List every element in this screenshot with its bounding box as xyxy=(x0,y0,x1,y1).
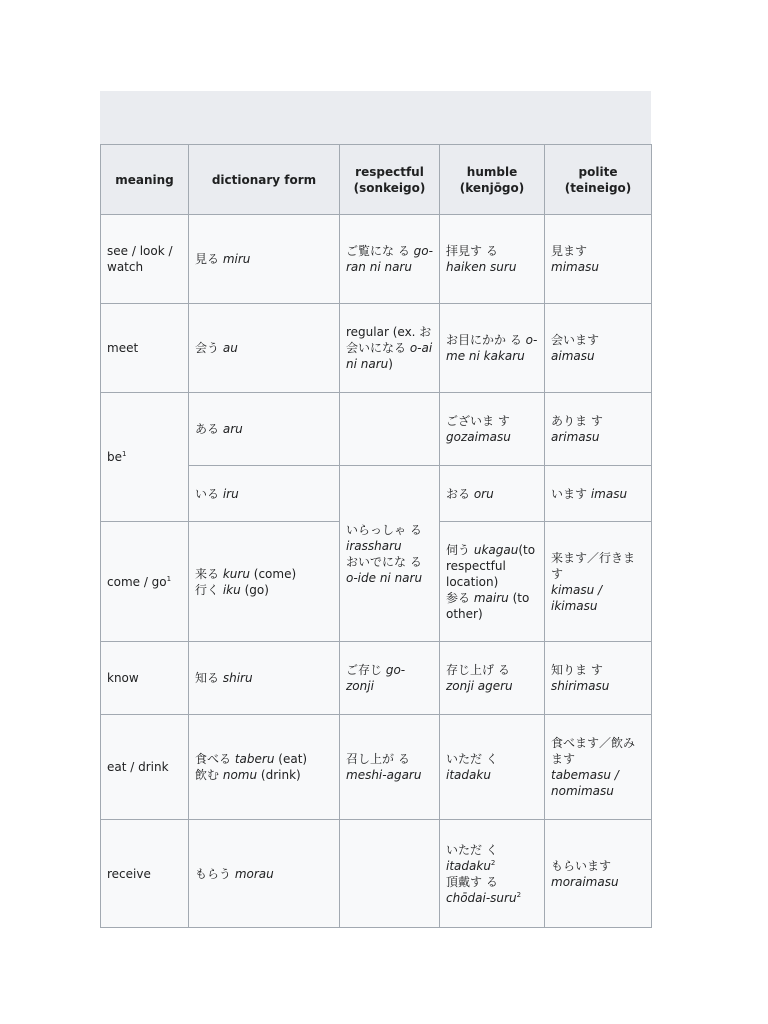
polite-cell: 知りま す shirimasu xyxy=(545,642,652,715)
table-row xyxy=(101,304,652,393)
respectful-cell: regular (ex. お会いになる o-ai ni naru) xyxy=(340,304,440,393)
meaning-cell: eat / drink xyxy=(101,715,189,820)
respectful-cell: ご存じ go-zonji xyxy=(340,642,440,715)
polite-cell: 会います aimasu xyxy=(545,304,652,393)
polite-cell: 見ます mimasu xyxy=(545,215,652,304)
dictionary-cell: もらう morau xyxy=(189,820,340,928)
header-meaning: meaning xyxy=(101,145,189,215)
respectful-cell-empty xyxy=(340,820,440,928)
humble-cell: お目にかか る o-me ni kakaru xyxy=(440,304,545,393)
humble-cell: 拝見す る haiken suru xyxy=(440,215,545,304)
humble-cell: 伺う ukagau(to respectful location) 参る mairu (to other) xyxy=(440,522,545,642)
humble-cell: いただ く itadaku$^2$ 頂戴す る chōdai-suru$^2$ xyxy=(440,820,545,928)
footnote-marker: 1 xyxy=(166,574,172,583)
footnote-marker: 1 xyxy=(122,450,127,458)
dictionary-cell: 会う au xyxy=(189,304,340,393)
respectful-cell-empty xyxy=(340,393,440,466)
dictionary-cell: ある aru xyxy=(189,393,340,466)
meaning-cell: receive xyxy=(101,820,189,928)
table-caption-band xyxy=(100,91,651,144)
polite-cell: ありま す arimasu xyxy=(545,393,652,466)
respectful-cell: 召し上が る meshi-agaru xyxy=(340,715,440,820)
polite-cell: います imasu xyxy=(545,466,652,522)
header-row xyxy=(101,145,652,215)
dictionary-cell: 来る kuru (come) 行く iku (go) xyxy=(189,522,340,642)
meaning-cell: come / $go^1$ xyxy=(101,522,189,642)
header-respectful: respectful (sonkeigo) xyxy=(340,145,440,215)
table-row xyxy=(101,642,652,715)
meaning-cell: know xyxy=(101,642,189,715)
polite-cell: もらいます moraimasu xyxy=(545,820,652,928)
table-row xyxy=(101,820,652,928)
humble-cell: いただ く itadaku xyxy=(440,715,545,820)
table-row xyxy=(101,215,652,304)
polite-cell: 食べます／飲みます tabemasu / nomimasu xyxy=(545,715,652,820)
footnote-marker: 2 xyxy=(516,890,522,899)
footnote-marker: 2 xyxy=(490,858,496,867)
humble-cell: おる oru xyxy=(440,466,545,522)
dictionary-cell: 知る shiru xyxy=(189,642,340,715)
dictionary-cell: いる iru xyxy=(189,466,340,522)
polite-cell: 来ます／行きます kimasu / ikimasu xyxy=(545,522,652,642)
dictionary-cell: 見る miru xyxy=(189,215,340,304)
meaning-cell: $be^1$ xyxy=(101,393,189,522)
dictionary-cell: 食べる taberu (eat) 飲む nomu (drink) xyxy=(189,715,340,820)
respectful-cell: いらっしゃ る irassharu おいでにな る o-ide ni naru xyxy=(340,466,440,642)
honorific-verbs-table xyxy=(100,144,652,928)
table-row xyxy=(101,715,652,820)
humble-cell: 存じ上げ る zonji ageru xyxy=(440,642,545,715)
meaning-cell: meet xyxy=(101,304,189,393)
table-row xyxy=(101,393,652,466)
humble-cell: ございま す gozaimasu xyxy=(440,393,545,466)
header-humble: humble (kenjōgo) xyxy=(440,145,545,215)
respectful-cell: ご覧にな る go-ran ni naru xyxy=(340,215,440,304)
meaning-cell: see / look / watch xyxy=(101,215,189,304)
header-dictionary-form: dictionary form xyxy=(189,145,340,215)
header-polite: polite (teineigo) xyxy=(545,145,652,215)
